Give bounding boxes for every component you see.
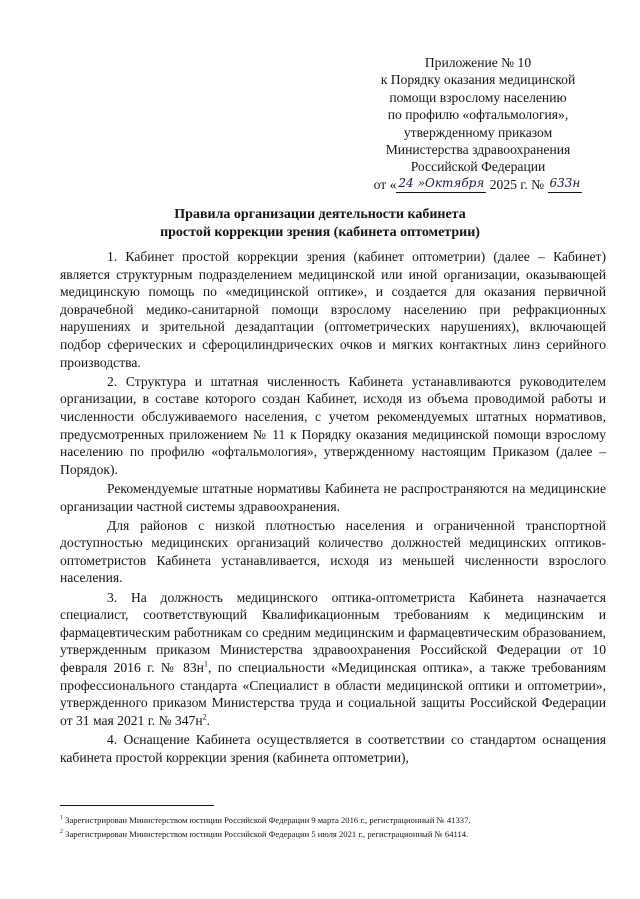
- appendix-number: Приложение № 10: [424, 55, 532, 70]
- paragraph-4: 4. Оснащение Кабинета осуществляется в соответствии со стандартом оснащения кабинета простой коррекции зрения (кабинета оптометрии),: [60, 732, 606, 765]
- appendix-line: Министерства здравоохранения: [385, 142, 571, 158]
- footnote: $^1$ Зарегистрирован Министерством юстиции Российской Федерации 9 марта 2016 г., регистрационный № 41337.: [60, 814, 471, 825]
- appendix-line: помощи взрослому населению: [389, 89, 567, 105]
- paragraph-2-districts: Для районов с низкой плотностью населения и ограниченной транспортной доступностью медицинских организаций количество должностей медицинских оптиков-оптометристов Кабинета устанавливается, исходя из меньшей численности взрослого населения.: [60, 517, 606, 586]
- body-text: [60, 248, 606, 766]
- footnote-ref: 1: [203, 659, 208, 669]
- appendix-header: [366, 54, 590, 195]
- appendix-line: по профилю «офтальмология»,: [387, 107, 569, 123]
- footnote-separator: [60, 805, 214, 806]
- appendix-line: к Порядку оказания медицинской: [380, 72, 576, 88]
- handwritten-day: 24: [396, 175, 415, 193]
- paragraph-1: 1. Кабинет простой коррекции зрения (кабинет оптометрии) (далее – Кабинет) является структурным подразделением медицинской или иной организации, оказывающей медицинскую помощь по «медицинской оптике», и создается для оказания первичной доврачебной медико-санитарной помощи взрослому населению при рефракционных нарушениях и зрительной дезадаптации (оптометрических нарушениях), включающей подбор сферических и сфероцилиндрических очков и мягких контактных линз серийного производства.: [60, 249, 606, 370]
- handwritten-order-number: 633н: [548, 175, 583, 193]
- appendix-line: утвержденному приказом: [403, 124, 553, 140]
- paragraph-2-note: Рекомендуемые штатные нормативы Кабинета не распространяются на медицинские организации частной системы здравоохранения.: [60, 480, 606, 514]
- date-prefix: от «: [373, 176, 397, 192]
- footnote-ref: 2: [202, 712, 207, 722]
- order-date-line: [366, 176, 590, 195]
- footnote: $^2$ Зарегистрирован Министерством юстиции Российской Федерации 5 июля 2021 г., регистрационный № 64114.: [60, 828, 469, 839]
- appendix-line: Российской Федерации: [410, 159, 546, 175]
- handwritten-month: »Октября: [416, 175, 487, 193]
- title-line: Правила организации деятельности кабинета: [174, 207, 466, 222]
- paragraph-2: 2. Структура и штатная численность Кабинета устанавливаются руководителем организации, в составе которого создан Кабинет, исходя из объема проводимой работы и численности обслуживаемого населения, с учетом рекомендуемых штатных нормативов, предусмотренных приложением № 11 к Порядку оказания медицинской помощи взрослому населению по профилю «офтальмология», утвержденному настоящим Приказом (далее – Порядок).: [60, 373, 606, 477]
- title-line: простой коррекции зрения (кабинета оптометрии): [160, 225, 480, 240]
- document-title: [60, 206, 580, 242]
- paragraph-3: 3. На должность медицинского оптика-оптометриста Кабинета назначается специалист, соответствующий Квалификационным требованиям к медицинским и фармацевтическим работникам со средним медицинским и фармацевтическим образованием, утвержденным приказом Министерства здравоохранения Российской Федерации от 10 февраля 2016 г. № $83н^1$, по специальности «Медицинская оптика», а также требованиям профессионального стандарта «Специалист в области медицинской оптики и оптометрии», утвержденного приказом Министерства труда и социальной защиты Российской Федерации от 31 мая 2021 г. № $347н^2$.: [60, 589, 606, 728]
- footnotes: [60, 812, 620, 840]
- date-year: 2025 г. №: [489, 176, 545, 192]
